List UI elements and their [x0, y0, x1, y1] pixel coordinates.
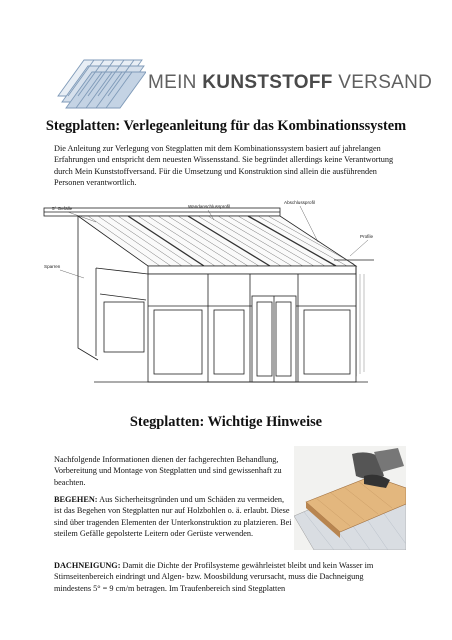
label-sparren: Sparren	[44, 264, 61, 269]
logo-word-versand: VERSAND	[332, 72, 433, 93]
hinweise-intro-paragraph: Nachfolgende Informationen dienen der fachgerechten Behandlung, Vorbereitung und Montage von Stegplatten und sind gewissenhaft zu beachten.	[54, 455, 282, 487]
label-wandanschlussprofil: Wandanschlussprofil	[188, 204, 231, 209]
begehen-label: BEGEHEN:	[54, 495, 98, 504]
label-abschlussprofil: Abschlussprofil	[284, 200, 315, 205]
walking-boards-photo	[294, 446, 406, 550]
company-logo	[56, 56, 433, 110]
begehen-paragraph	[54, 494, 292, 539]
logo-word-kunststoff: KUNSTSTOFF	[202, 72, 333, 93]
polycarbonate-sheets-icon	[56, 56, 146, 110]
dachneigung-text: Damit die Dichte der Profilsysteme gewährleistet bleibt und kein Wasser im Stirnseitenbereich eindringt und Algen- bzw. Moosbildung verursacht, muss die Dachneigung mindestens 5° = 9 cm/m betragen. Im Traufenbereich sind Stegplatten	[54, 561, 374, 593]
begehen-text: Aus Sicherheitsgründen und um Schäden zu vermeiden, ist das Begehen von Stegplatten nur auf Holzbohlen o. ä. erlaubt. Diese sind über tragenden Elementen der Unterkonstruktion zu platzieren. Bei steilem Gefälle gepolsterte Leitern oder Gerüste verwenden.	[54, 495, 292, 538]
dachneigung-paragraph	[54, 560, 400, 594]
label-gefaelle: 5° Gefälle	[52, 206, 73, 211]
dachneigung-label: DACHNEIGUNG:	[54, 561, 121, 570]
logo-wordmark	[148, 72, 432, 94]
intro-paragraph: Die Anleitung zur Verlegung von Stegplatten mit dem Kombinationssystem basiert auf jahrelangen Erfahrungen und entspricht dem neuesten Wissensstand. Sie begründet allerdings keine Verantwortung durch Mein Kunststoffversand. Für die Umsetzung und Konstruktion sind allein die ausführenden Personen verantwortlich.	[54, 144, 394, 187]
section-title-verlegeanleitung: Stegplatten: Verlegeanleitung für das Kombinationssystem	[45, 118, 407, 134]
logo-word-mein: MEIN	[148, 72, 203, 93]
label-profile: Profile	[360, 234, 374, 239]
sunroom-construction-diagram	[38, 198, 406, 396]
section-title-hinweise: Stegplatten: Wichtige Hinweise	[129, 414, 323, 430]
